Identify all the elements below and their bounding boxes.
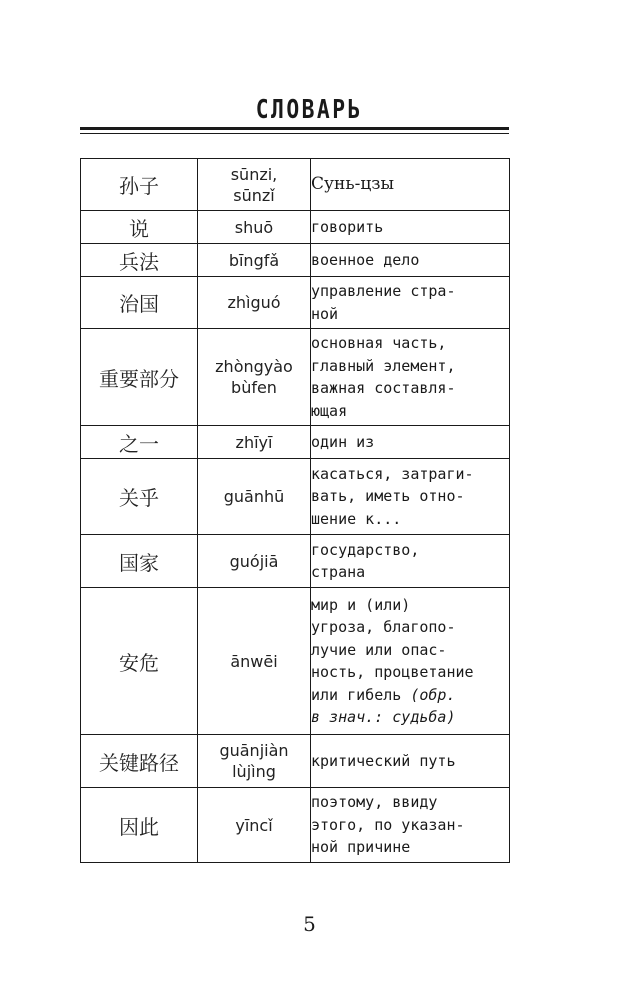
vocab-hanzi: 关乎 <box>81 459 198 535</box>
vocab-pinyin <box>198 159 311 211</box>
vocab-meaning <box>311 426 510 459</box>
vocab-row <box>81 788 510 863</box>
vocab-meaning <box>311 535 510 588</box>
vocab-meaning-text: один из <box>311 432 375 451</box>
vocab-row <box>81 588 510 735</box>
vocab-hanzi: 国家 <box>81 535 198 588</box>
vocab-hanzi: 治国 <box>81 277 198 329</box>
vocab-pinyin-line: bīngfǎ <box>228 250 280 270</box>
vocab-pinyin-line: yīncǐ <box>235 815 273 835</box>
vocab-pinyin-line: ānwēi <box>230 651 278 671</box>
vocab-meaning <box>311 788 510 863</box>
vocab-meaning-text: поэтому, ввиду этого, по указан- ной причине <box>311 793 465 857</box>
vocab-row <box>81 459 510 535</box>
vocab-row <box>81 159 510 211</box>
title-rule-thin <box>80 133 509 134</box>
vocab-pinyin <box>198 788 311 863</box>
vocab-pinyin <box>198 211 311 244</box>
vocab-hanzi: 重要部分 <box>81 329 198 426</box>
vocabulary-table-body <box>81 159 510 863</box>
vocab-hanzi: 之一 <box>81 426 198 459</box>
vocabulary-table <box>80 158 510 863</box>
vocab-pinyin <box>198 735 311 788</box>
vocab-pinyin <box>198 459 311 535</box>
page-title: СЛОВАРЬ <box>255 95 364 125</box>
vocab-hanzi: 孙子 <box>81 159 198 211</box>
vocab-pinyin-line: bùfen <box>231 378 277 397</box>
vocab-meaning <box>311 329 510 426</box>
vocab-pinyin-line: shuō <box>234 217 274 237</box>
vocab-meaning <box>311 588 510 735</box>
vocab-pinyin-line: sūnzǐ <box>233 185 275 205</box>
vocab-pinyin-line: guānhū <box>223 487 285 506</box>
vocab-row <box>81 735 510 788</box>
vocab-meaning-text: говорить <box>311 217 384 236</box>
vocab-meaning <box>311 211 510 244</box>
vocab-hanzi: 安危 <box>81 588 198 735</box>
vocab-pinyin <box>198 535 311 588</box>
vocab-pinyin <box>198 244 311 277</box>
vocab-meaning-text: Сунь-цзы <box>311 174 395 195</box>
vocab-hanzi: 关键路径 <box>81 735 198 788</box>
vocab-pinyin <box>198 329 311 426</box>
title-rule-thick <box>80 127 509 130</box>
vocab-row <box>81 535 510 588</box>
vocab-pinyin-line: zhìguó <box>227 293 281 312</box>
vocab-meaning <box>311 459 510 535</box>
page-number: 5 <box>303 912 316 936</box>
vocab-meaning <box>311 244 510 277</box>
vocab-meaning-note: (обр. в знач.: судьба) <box>311 685 456 726</box>
vocab-pinyin-line: guānjiàn <box>219 741 289 760</box>
vocab-pinyin-line: sūnzi, <box>230 164 278 184</box>
vocab-hanzi: 说 <box>81 211 198 244</box>
vocab-row <box>81 426 510 459</box>
vocab-meaning <box>311 277 510 329</box>
page-header <box>0 95 619 125</box>
vocab-meaning-text: касаться, затраги- вать, иметь отно- шение к... <box>311 464 474 528</box>
vocab-pinyin <box>198 277 311 329</box>
vocab-pinyin-line: lùjìng <box>232 762 276 781</box>
vocab-row <box>81 277 510 329</box>
vocab-meaning-text: мир и (или) угроза, благопо- лучие или опас- ность, процветание или гибель <box>311 595 474 704</box>
vocab-row <box>81 244 510 277</box>
vocab-meaning-text: военное дело <box>311 250 420 269</box>
vocab-row <box>81 211 510 244</box>
vocab-meaning <box>311 159 510 211</box>
vocab-meaning-text: управление стра- ной <box>311 282 456 323</box>
vocab-pinyin <box>198 426 311 459</box>
vocab-pinyin-line: guójiā <box>229 551 279 571</box>
vocab-meaning-text: критический путь <box>311 751 456 770</box>
vocab-pinyin-line: zhòngyào <box>215 357 293 376</box>
vocab-meaning-text: государство, страна <box>311 540 420 581</box>
vocab-pinyin <box>198 588 311 735</box>
vocab-hanzi: 因此 <box>81 788 198 863</box>
vocab-meaning <box>311 735 510 788</box>
vocab-row <box>81 329 510 426</box>
vocab-meaning-text: основная часть, главный элемент, важная составля- ющая <box>311 334 456 420</box>
vocab-pinyin-line: zhīyī <box>235 432 273 452</box>
vocab-hanzi: 兵法 <box>81 244 198 277</box>
